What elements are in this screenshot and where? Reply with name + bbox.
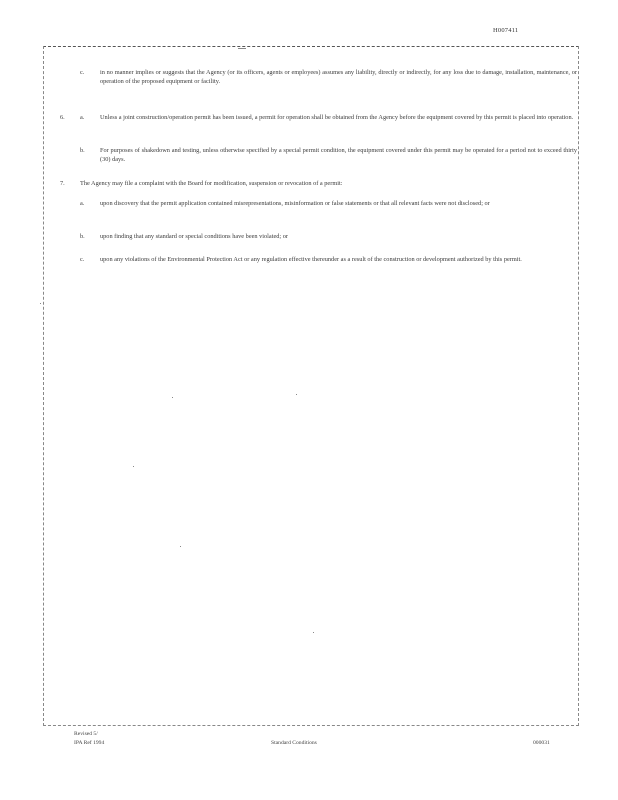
scan-speck <box>180 546 181 547</box>
item-6b-text: For purposes of shakedown and testing, unless otherwise specified by a special permit condition, the equipment covered under this permit may be operated for a period not to exceed thirty (30) days. <box>100 147 577 163</box>
footer-reference: IPA Ref 1994 <box>74 740 105 746</box>
item-6-number: 6. <box>60 114 65 121</box>
scan-speck <box>172 397 173 398</box>
item-6a-letter: a. <box>80 114 85 121</box>
document-id: H007411 <box>493 27 519 34</box>
scan-speck <box>133 466 134 467</box>
item-7c-text: upon any violations of the Environmental Protection Act or any regulation effective thereunder as a result of the construction or development authorized by this permit. <box>100 256 522 263</box>
scan-speck <box>296 394 297 395</box>
item-7-number: 7. <box>60 180 65 187</box>
item-6b-letter: b. <box>80 147 85 154</box>
scan-speck <box>40 303 41 304</box>
item-7b-text: upon finding that any standard or special conditions have been violated; or <box>100 233 288 240</box>
item-c-text: in no manner implies or suggests that the Agency (or its officers, agents or employees) assumes any liability, directly or indirectly, for any loss due to damage, installation, maintenance, or operation of the proposed equipment or facility. <box>100 69 577 85</box>
item-7c-letter: c. <box>80 256 85 263</box>
item-c-letter: c. <box>80 69 85 76</box>
footer-revision: Revised 5/ <box>74 731 98 737</box>
item-6a-text: Unless a joint construction/operation permit has been issued, a permit for operation shall be obtained from the Agency before the equipment covered by this permit is placed into operation. <box>100 114 574 121</box>
item-7b-letter: b. <box>80 233 85 240</box>
footer-title: Standard Conditions <box>271 740 317 746</box>
scan-speck <box>313 632 314 633</box>
item-7a-letter: a. <box>80 200 85 207</box>
scan-speck <box>238 48 246 49</box>
item-7-text: The Agency may file a complaint with the Board for modification, suspension or revocation of a permit: <box>80 180 343 187</box>
item-7a-text: upon discovery that the permit application contained misrepresentations, misinformation or false statements or that all relevant facts were not disclosed; or <box>100 200 490 207</box>
footer-page-code: 000031 <box>533 740 550 746</box>
